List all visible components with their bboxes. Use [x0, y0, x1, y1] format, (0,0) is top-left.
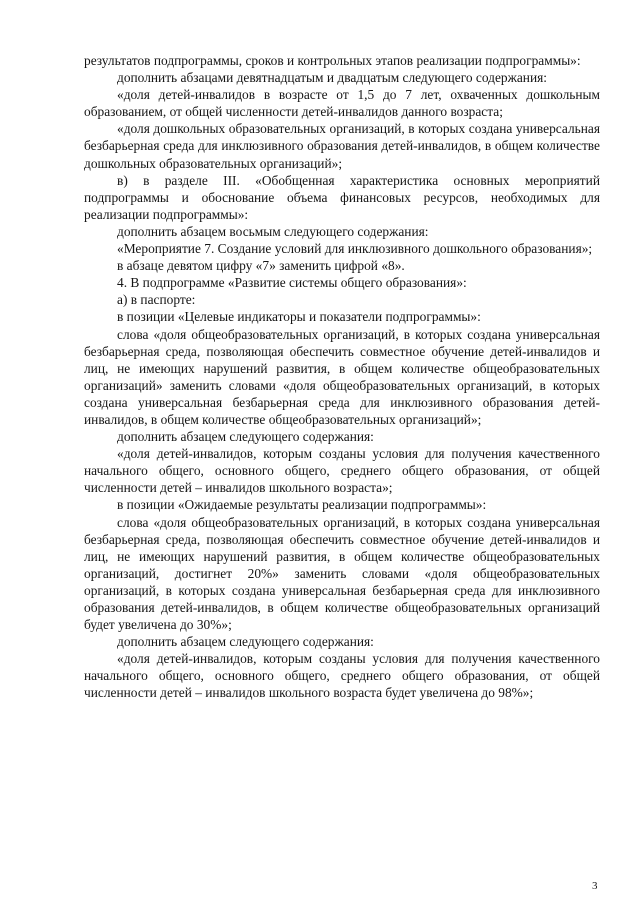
page-number: 3	[592, 880, 598, 892]
paragraph: дополнить абзацем восьмым следующего содержания:	[117, 223, 429, 239]
paragraph: слова «доля общеобразовательных организаций, в которых создана универсальная безбарьерная среда, позволяющая обеспечить совместное обучение детей-инвалидов и лиц, не имеющих нарушений развития, в общем количестве общеобразовательных организаций» заменить словами «доля общеобразовательных организаций, в которых создана универсальная безбарьерная среда для инклюзивного образования детей-инвалидов, в общем количестве общеобразовательных организаций»;	[84, 326, 600, 427]
paragraph: в позиции «Ожидаемые результаты реализации подпрограммы»:	[117, 497, 487, 513]
paragraph: в позиции «Целевые индикаторы и показатели подпрограммы»:	[117, 309, 481, 325]
paragraph: а) в паспорте:	[117, 292, 196, 308]
paragraph: дополнить абзацами девятнадцатым и двадцатым следующего содержания:	[117, 70, 548, 86]
section-heading: 4. В подпрограмме «Развитие системы общего образования»:	[117, 275, 467, 291]
paragraph: результатов подпрограммы, сроков и контрольных этапов реализации подпрограммы»:	[84, 53, 581, 68]
paragraph: «доля детей-инвалидов, которым созданы условия для получения качественного начального общего, основного общего, среднего общего образования, от общей численности детей – инвалидов школьного возраста»;	[84, 446, 600, 496]
paragraph: «доля детей-инвалидов, которым созданы условия для получения качественного начального общего, основного общего, среднего общего образования, от общей численности детей – инвалидов школьного возраста будет увеличена до 98%»;	[84, 651, 600, 701]
paragraph: дополнить абзацем следующего содержания:	[117, 429, 374, 445]
paragraph: дополнить абзацем следующего содержания:	[117, 634, 374, 650]
document-body	[84, 52, 600, 702]
paragraph: «доля детей-инвалидов в возрасте от 1,5 до 7 лет, охваченных дошкольным образованием, от общей численности детей-инвалидов данного возраста;	[84, 87, 600, 120]
paragraph: в) в разделе III. «Обобщенная характеристика основных мероприятий подпрограммы и обоснование объема финансовых ресурсов, необходимых для реализации подпрограммы»:	[84, 172, 600, 222]
paragraph: «доля дошкольных образовательных организаций, в которых создана универсальная безбарьерная среда для инклюзивного образования детей-инвалидов, в общем количестве дошкольных образовательных организаций»;	[84, 121, 600, 171]
paragraph: в абзаце девятом цифру «7» заменить цифрой «8».	[117, 258, 405, 274]
paragraph: «Мероприятие 7. Создание условий для инклюзивного дошкольного образования»;	[117, 241, 593, 257]
paragraph: слова «доля общеобразовательных организаций, в которых создана универсальная безбарьерная среда, позволяющая обеспечить совместное обучение детей-инвалидов и лиц, не имеющих нарушений развития, в общем количестве общеобразовательных организаций, достигнет 20%» заменить словами «доля общеобразовательных организаций, в которых создана универсальная безбарьерная среда для инклюзивного образования детей-инвалидов, в общем количестве общеобразовательных организаций будет увеличена до 30%»;	[84, 514, 600, 633]
